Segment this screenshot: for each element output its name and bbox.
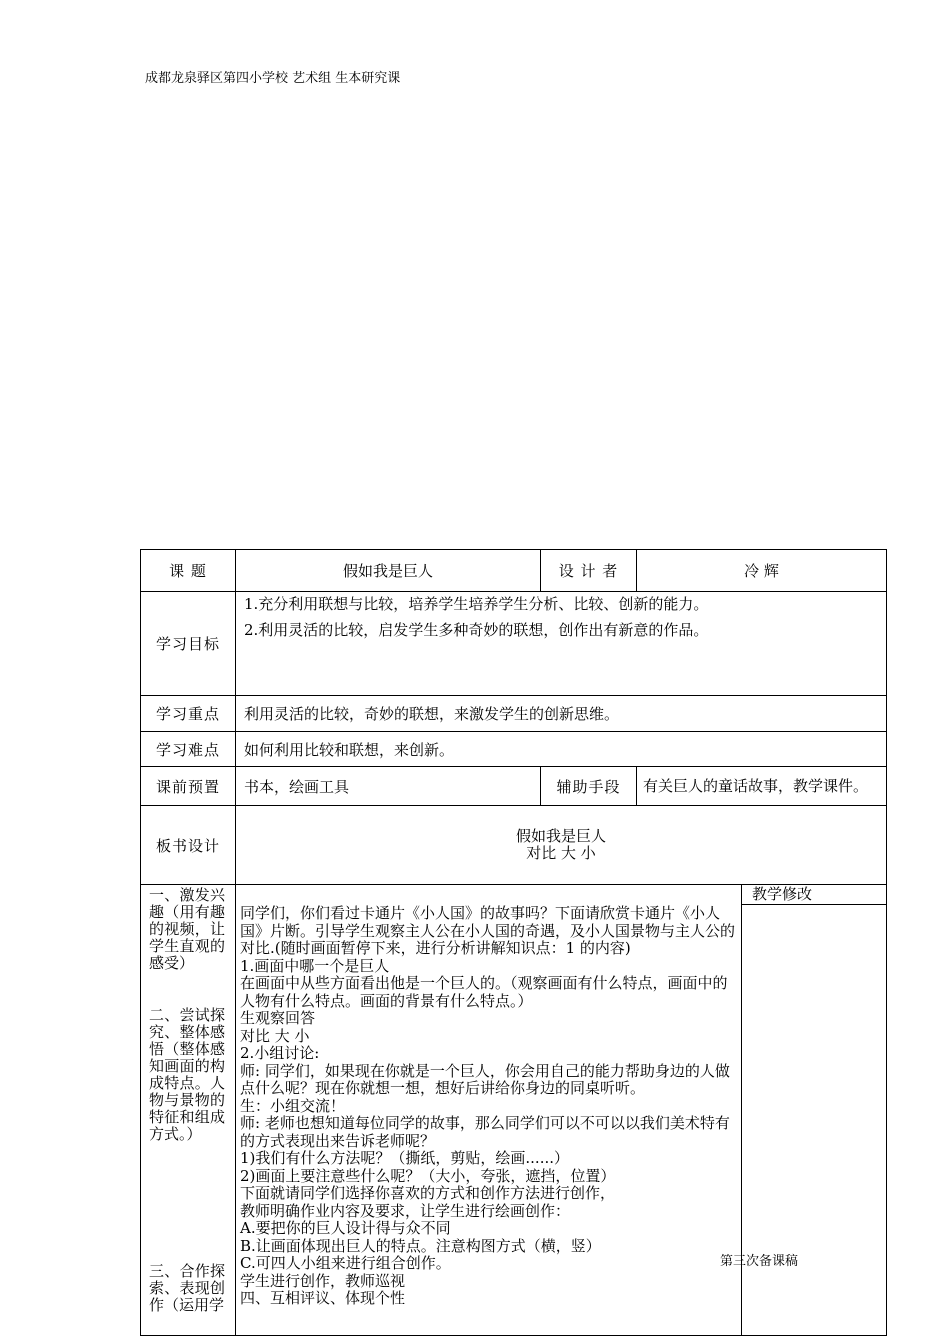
goals-content [236, 592, 887, 696]
row-focus [141, 696, 887, 732]
goals-label: 学习目标 [141, 592, 236, 696]
board-line-1: 假如我是巨人 [515, 827, 606, 845]
designer-label: 设 计 者 [541, 550, 637, 592]
revision-note: 第三次备课稿 [720, 1254, 799, 1269]
row-preparation [141, 767, 887, 806]
aid-value: 有关巨人的童话故事，教学课件。 [637, 767, 887, 806]
focus-label: 学习重点 [141, 696, 236, 732]
process-line: 教师明确作业内容及要求，让学生进行绘画创作： [240, 1201, 571, 1220]
title-label: 课 题 [141, 550, 236, 592]
row-process [141, 885, 887, 1336]
preparation-label: 课前预置 [141, 767, 236, 806]
board-content [236, 806, 887, 885]
process-line: 下面就请同学们选择你喜欢的方式和创作方法进行创作， [240, 1184, 616, 1202]
process-line: 1)我们有什么方法呢？（撕纸，剪贴，绘画......） [240, 1149, 570, 1167]
difficulty-label: 学习难点 [141, 732, 236, 767]
board-label: 板书设计 [141, 806, 236, 885]
title-value: 假如我是巨人 [236, 550, 541, 592]
process-line: 学生进行创作，教师巡视 [240, 1271, 406, 1290]
lesson-plan-table [140, 549, 887, 1336]
process-line: 在画面中从些方面看出他是一个巨人的。（观察画面有什么特点，画面中的人物有什么特点。画面的背景有什么特点。） [240, 974, 728, 1010]
row-difficulty [141, 732, 887, 767]
difficulty-value: 如何利用比较和联想，来创新。 [236, 732, 887, 767]
process-line: 对比 大 小 [240, 1026, 310, 1045]
focus-value: 利用灵活的比较，奇妙的联想，来激发学生的创新思维。 [236, 696, 887, 732]
process-line: 四、互相评议、体现个性 [240, 1289, 406, 1307]
process-line: 师: 同学们，如果现在你就是一个巨人，你会用自己的能力帮助身边的人做点什么呢？现在你就想一想，想好后讲给你身边的同桌听听。 [240, 1061, 730, 1097]
process-line: 2.小组讨论: [240, 1044, 320, 1062]
process-line: 2)画面上要注意些什么呢？（大小，夸张，遮挡，位置） [240, 1166, 616, 1185]
process-line: 生：小组交流！ [240, 1096, 346, 1115]
aid-label: 辅助手段 [541, 767, 637, 806]
revision-title: 教学修改 [742, 885, 886, 905]
preparation-value: 书本，绘画工具 [236, 767, 541, 806]
revision-column [720, 885, 887, 1336]
row-title [141, 550, 887, 592]
goal-item: 2.利用灵活的比较，启发学生多种奇妙的联想，创作出有新意的作品。 [244, 621, 709, 639]
designer-value: 冷 辉 [637, 550, 887, 592]
process-line: A.要把你的巨人设计得与众不同 [240, 1219, 451, 1237]
page-header: 成都龙泉驿区第四小学校 艺术组 生本研究课 [145, 71, 401, 86]
row-board [141, 806, 887, 885]
stage-1: 一、激发兴趣（用有趣的视频，让学生直观的感受） [149, 886, 225, 972]
process-line: C.可四人小组来进行组合创作。 [240, 1254, 451, 1272]
process-line: 同学们，你们看过卡通片《小人国》的故事吗？下面请欣赏卡通片《小人国》片断。引导学生观察主人公在小人国的奇遇，及小人国景物与主人公的对比.(随时画面暂停下来，进行分析讲解知识点：1 的内容) [240, 904, 736, 957]
process-stages [141, 885, 236, 1336]
process-line: 生观察回答 [240, 1009, 316, 1027]
row-goals [141, 592, 887, 696]
stage-3: 三、合作探索、表现创作（运用学 [149, 1262, 225, 1314]
process-line: 1.画面中哪一个是巨人 [240, 956, 390, 975]
stage-2: 二、尝试探究、整体感悟（整体感知画面的构成特点。人物与景物的特征和组成方式。） [149, 1006, 225, 1143]
process-line: 师: 老师也想知道每位同学的故事，那么同学们可以不可以以我们美术特有的方式表现出来告诉老师呢？ [240, 1114, 730, 1150]
goal-item: 1.充分利用联想与比较，培养学生培养学生分析、比较、创新的能力。 [244, 595, 709, 613]
process-line: B.让画面体现出巨人的特点。注意构图方式（横，竖） [240, 1236, 601, 1255]
board-line-2: 对比 大 小 [526, 844, 596, 862]
process-content [236, 885, 742, 1336]
